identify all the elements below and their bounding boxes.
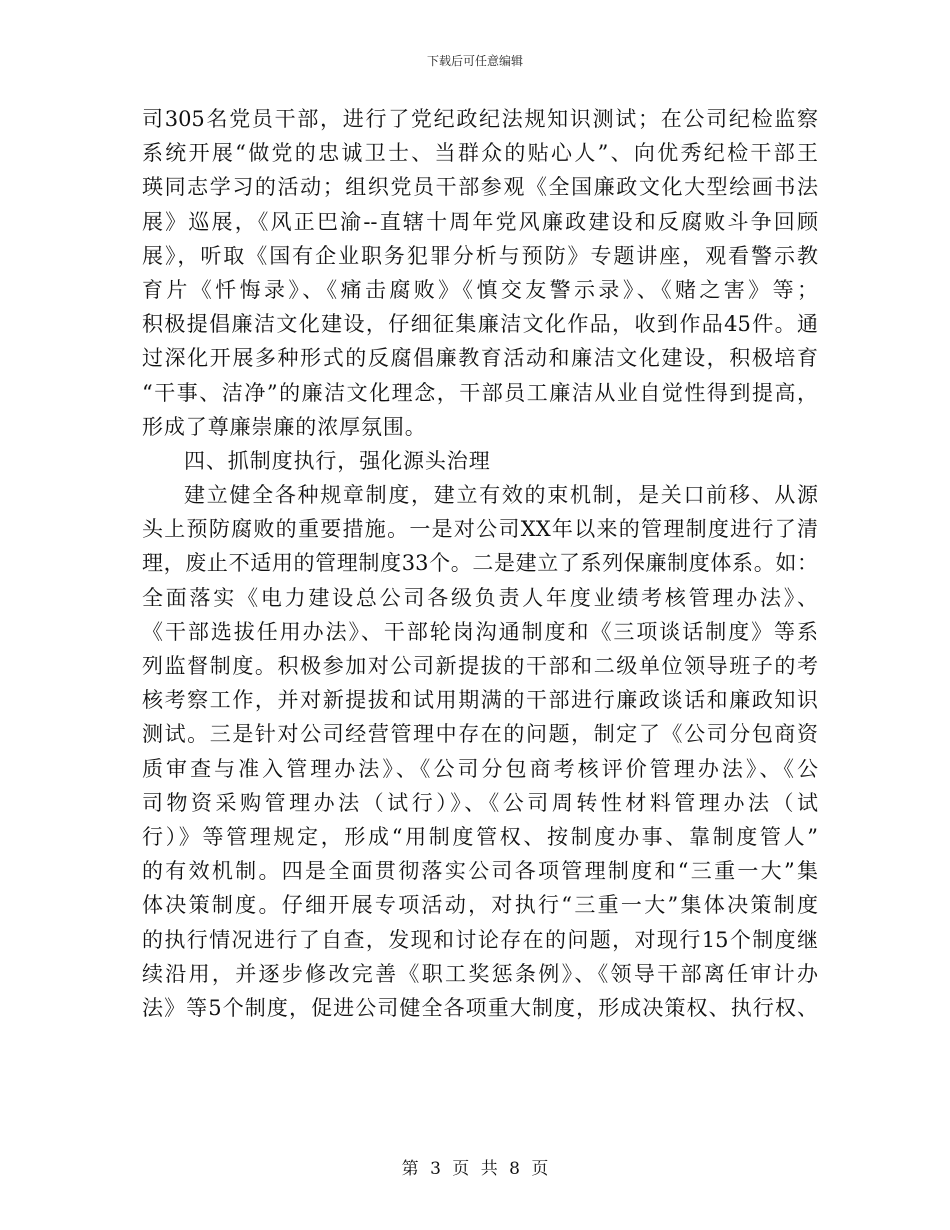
text-line: 体决策制度。仔细开展专项活动，对执行“三重一大”集体决策制度 — [142, 893, 818, 918]
text-line: 过深化开展多种形式的反腐倡廉教育活动和廉洁文化建设，积极培育 — [142, 346, 818, 371]
text-line: 的有效机制。四是全面贯彻落实公司各项管理制度和“三重一大”集 — [142, 859, 818, 884]
text-line: “干事、洁净”的廉洁文化理念，干部员工廉洁从业自觉性得到提高， — [142, 380, 818, 405]
text-line: 核考察工作，并对新提拔和试用期满的干部进行廉政谈话和廉政知识 — [142, 688, 818, 713]
text-line: 建立健全各种规章制度，建立有效的束机制，是关口前移、从源 — [184, 483, 818, 508]
text-line: 司305名党员干部，进行了党纪政纪法规知识测试；在公司纪检监察 — [142, 107, 818, 131]
page-number: 第 3 页 共 8 页 — [401, 1159, 549, 1179]
text-line: 形成了尊廉崇廉的浓厚氛围。 — [142, 414, 427, 439]
text-line: 法》等5个制度，促进公司健全各项重大制度，形成决策权、执行权、 — [142, 995, 818, 1020]
page-header: 下载后可任意编辑 — [426, 54, 523, 68]
text-line: 测试。三是针对公司经营管理中存在的问题，制定了《公司分包商资 — [142, 722, 818, 747]
text-line: 育片《忏悔录》、《痛击腐败》《慎交友警示录》、《赌之害》等； — [142, 277, 818, 302]
text-line: 全面落实《电力建设总公司各级负责人年度业绩考核管理办法》、 — [142, 585, 818, 610]
text-line: 展》，听取《国有企业职务犯罪分析与预防》专题讲座，观看警示教 — [142, 243, 818, 268]
text-line: 行）》等管理规定，形成“用制度管权、按制度办事、靠制度管人” — [142, 824, 818, 849]
text-line: 列监督制度。积极参加对公司新提拔的干部和二级单位领导班子的考 — [142, 654, 818, 678]
text-line: 理，废止不适用的管理制度33个。二是建立了系列保廉制度体系。如： — [142, 551, 818, 576]
text-line: 展》巡展，《风正巴渝--直辖十周年党风廉政建设和反腐败斗争回顾 — [142, 209, 818, 234]
section-heading: 四、抓制度执行，强化源头治理 — [184, 448, 491, 473]
text-line: 系统开展“做党的忠诚卫士、当群众的贴心人”、向优秀纪检干部王 — [142, 141, 818, 166]
text-line: 积极提倡廉洁文化建设，仔细征集廉洁文化作品，收到作品45件。通 — [142, 312, 818, 337]
text-line: 瑛同志学习的活动；组织党员干部参观《全国廉政文化大型绘画书法 — [142, 175, 818, 200]
text-line: 司物资采购管理办法（试行）》、《公司周转性材料管理办法（试 — [142, 790, 818, 815]
text-line: 质审查与准入管理办法》、《公司分包商考核评价管理办法》、《公 — [142, 756, 818, 781]
text-line: 的执行情况进行了自查，发现和讨论存在的问题，对现行15个制度继 — [142, 927, 818, 952]
text-line: 续沿用，并逐步修改完善《职工奖惩条例》、《领导干部离任审计办 — [142, 961, 818, 986]
document-body — [142, 102, 818, 1025]
text-line: 头上预防腐败的重要措施。一是对公司XX年以来的管理制度进行了清 — [142, 517, 818, 542]
text-line: 《干部选拔任用办法》、干部轮岗沟通制度和《三项谈话制度》等系 — [142, 619, 818, 644]
